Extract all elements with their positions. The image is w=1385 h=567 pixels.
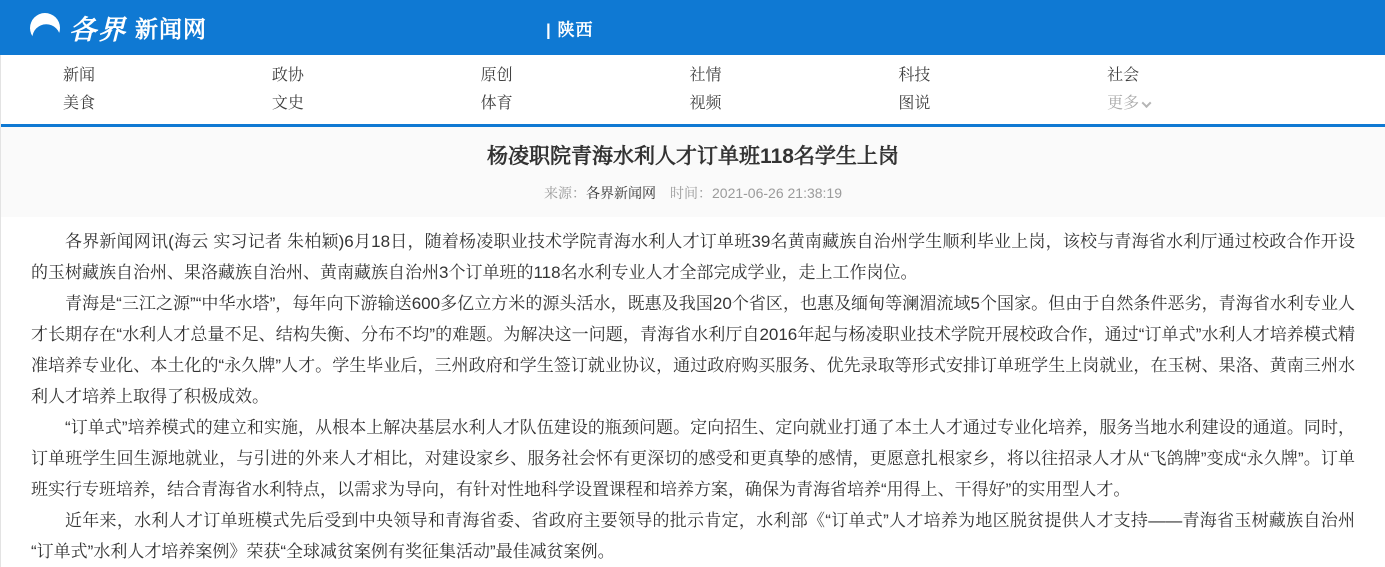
source-name: 各界新闻网 <box>586 185 656 201</box>
nav-item-video[interactable]: 视频 <box>689 95 722 112</box>
time-label: 时间： <box>670 185 712 201</box>
article-paragraph: 近年来，水利人才订单班模式先后受到中央领导和青海省委、省政府主要领导的批示肯定，水利部《“订单式”人才培养为地区脱贫提供人才支持——青海省玉树藏族自治州“订单式”水利人才培养案例》荣获“全球减贫案例有奖征集活动”最佳减贫案例。 <box>31 511 1355 561</box>
nav-item-tech[interactable]: 科技 <box>898 67 931 84</box>
chevron-down-icon <box>1142 98 1152 108</box>
article-paragraph: 各界新闻网讯(海云 实习记者 朱柏颖)6月18日，随着杨凌职业技术学院青海水利人才订单班39名黄南藏族自治州学生顺利毕业上岗，该校与青海省水利厅通过校政合作开设的玉树藏族自治州、果洛藏族自治州、黄南藏族自治州3个订单班的118名水利专业人才全部完成学业，走上工作岗位。 <box>31 232 1355 282</box>
main-wrap <box>0 55 1385 567</box>
brand-name: 各界 <box>69 15 127 45</box>
article-meta <box>1 183 1385 203</box>
source-label: 来源： <box>544 185 586 201</box>
nav-item-more[interactable] <box>1107 92 1150 116</box>
nav-item-news[interactable]: 新闻 <box>63 67 96 84</box>
nav-more-label: 更多 <box>1107 95 1140 112</box>
site-header <box>0 0 1385 55</box>
brand-suffix: 新闻网 <box>135 16 207 42</box>
nav-item-sports[interactable]: 体育 <box>480 95 513 112</box>
article-body <box>1 217 1385 567</box>
article-title: 杨凌职院青海水利人才订单班118名学生上岗 <box>487 145 899 168</box>
article-paragraph: 青海是“三江之源”“中华水塔”，每年向下游输送600多亿立方米的源头活水，既惠及我国20个省区，也惠及缅甸等澜湄流域5个国家。但由于自然条件恶劣，青海省水利专业人才长期存在“水利人才总量不足、结构失衡、分布不均”的难题。为解决这一问题，青海省水利厅自2016年起与杨凌职业技术学院开展校政合作，通过“订单式”水利人才培养模式精准培养专业化、本土化的“永久牌”人才。学生毕业后，三州政府和学生签订就业协议，通过政府购买服务、优先录取等形式安排订单班学生上岗就业，在玉树、果洛、黄南三州水利人才培养上取得了积极成效。 <box>31 294 1355 406</box>
nav-item-original[interactable]: 原创 <box>480 67 513 84</box>
nav-item-society[interactable]: 社会 <box>1107 67 1140 84</box>
nav-item-social-sentiment[interactable]: 社情 <box>689 67 722 84</box>
nav-item-pictorial[interactable]: 图说 <box>898 95 931 112</box>
article-paragraph: “订单式”培养模式的建立和实施，从根本上解决基层水利人才队伍建设的瓶颈问题。定向招生、定向就业打通了本土人才通过专业化培养，服务当地水利建设的通道。同时，订单班学生回生源地就业，与引进的外来人才相比，对建设家乡、服务社会怀有更深切的感受和更真挚的感情，更愿意扎根家乡，将以往招录人才从“飞鸽牌”变成“永久牌”。订单班实行专班培养，结合青海省水利特点，以需求为导向，有针对性地科学设置课程和培养方案，确保为青海省培养“用得上、干得好”的实用型人才。 <box>31 418 1355 499</box>
main-nav <box>1 55 1385 127</box>
nav-item-culture-history[interactable]: 文史 <box>271 95 304 112</box>
region-label[interactable]: | 陕西 <box>546 20 594 39</box>
nav-item-cppcc[interactable]: 政协 <box>271 67 304 84</box>
nav-item-food[interactable]: 美食 <box>63 95 96 112</box>
time-value: 2021-06-26 21:38:19 <box>712 185 842 201</box>
brand-moon-icon <box>25 8 64 47</box>
article-head <box>1 127 1385 217</box>
site-logo[interactable] <box>30 8 207 47</box>
